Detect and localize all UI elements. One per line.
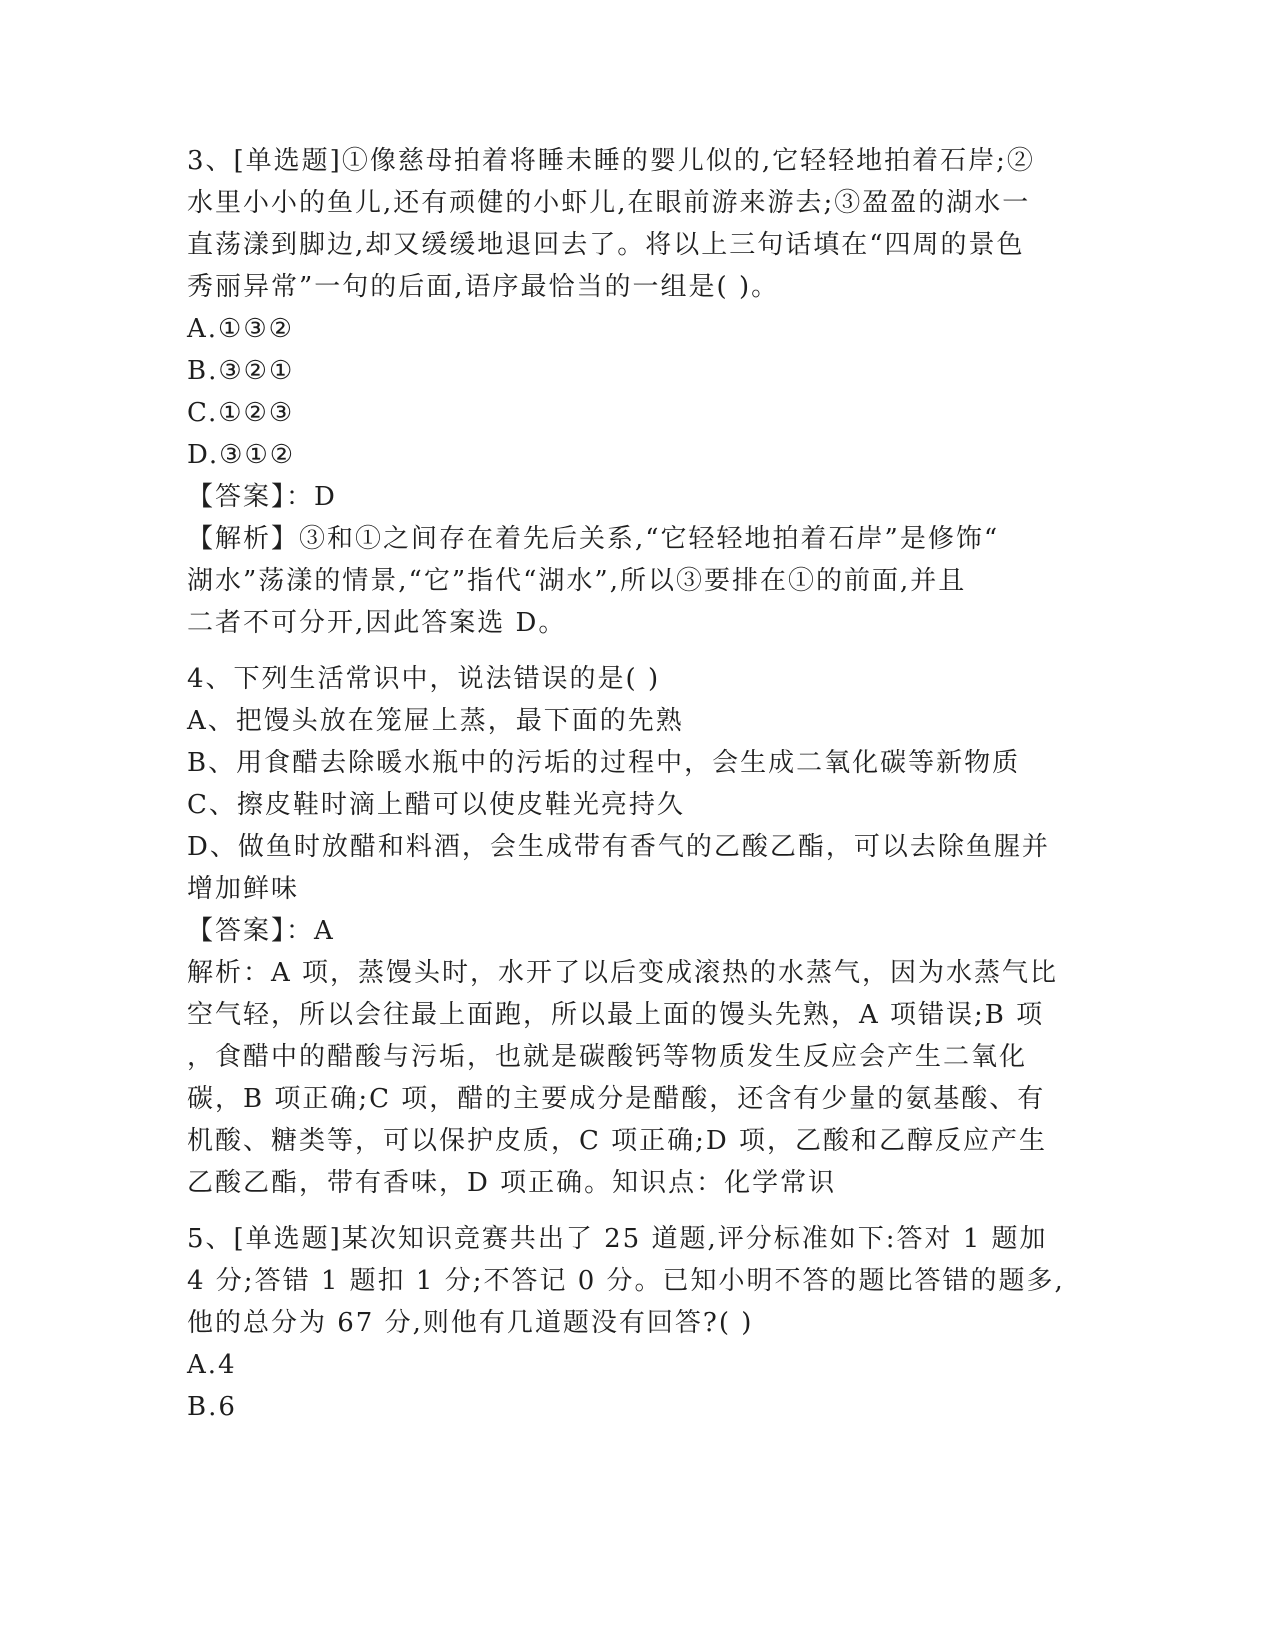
question-3-answer: 【答案】：D bbox=[187, 482, 337, 512]
question-3-stem-line: 3、[单选题]①像慈母拍着将睡未睡的婴儿似的,它轻轻地拍着石岸;② bbox=[187, 146, 1035, 176]
question-3-stem-line: 水里小小的鱼儿,还有顽健的小虾儿,在眼前游来游去;③盈盈的湖水一 bbox=[187, 188, 1031, 218]
question-4-analysis-line: 解析：A 项，蒸馒头时，水开了以后变成滚热的水蒸气，因为水蒸气比 bbox=[187, 958, 1059, 988]
question-4-analysis-line: 空气轻，所以会往最上面跑，所以最上面的馒头先熟，A 项错误;B 项 bbox=[187, 1000, 1045, 1030]
question-5-stem-line: 他的总分为 67 分,则他有几道题没有回答?( ) bbox=[187, 1308, 754, 1338]
question-3-stem-line: 直荡漾到脚边,却又缓缓地退回去了。将以上三句话填在“四周的景色 bbox=[187, 230, 1025, 260]
question-3-analysis-line: 【解析】③和①之间存在着先后关系,“它轻轻地拍着石岸”是修饰“ bbox=[187, 524, 1000, 554]
question-4-option-b: B、用食醋去除暖水瓶中的污垢的过程中，会生成二氧化碳等新物质 bbox=[187, 748, 1021, 778]
question-5-stem-line: 5、[单选题]某次知识竞赛共出了 25 道题,评分标准如下:答对 1 题加 bbox=[187, 1224, 1048, 1254]
question-3-stem-line: 秀丽异常”一句的后面,语序最恰当的一组是( )。 bbox=[187, 272, 780, 302]
question-5-option-a: A.4 bbox=[187, 1350, 237, 1380]
question-4-stem-line: 4、下列生活常识中，说法错误的是( ) bbox=[187, 664, 661, 694]
question-4-option-d-continued: 增加鲜味 bbox=[187, 874, 300, 904]
question-4-analysis-line: 机酸、糖类等，可以保护皮质，C 项正确;D 项，乙酸和乙醇反应产生 bbox=[187, 1126, 1048, 1156]
question-4-option-a: A、把馒头放在笼屉上蒸，最下面的先熟 bbox=[187, 706, 684, 736]
question-4-option-c: C、擦皮鞋时滴上醋可以使皮鞋光亮持久 bbox=[187, 790, 685, 820]
question-3-option-a: A.①③② bbox=[187, 314, 294, 344]
question-5-stem-line: 4 分;答错 1 题扣 1 分;不答记 0 分。已知小明不答的题比答错的题多, bbox=[187, 1266, 1065, 1296]
question-5-option-b: B.6 bbox=[187, 1392, 237, 1422]
question-4-option-d: D、做鱼时放醋和料酒，会生成带有香气的乙酸乙酯，可以去除鱼腥并 bbox=[187, 832, 1050, 862]
question-4-analysis-line: ，食醋中的醋酸与污垢，也就是碳酸钙等物质发生反应会产生二氧化 bbox=[187, 1042, 1028, 1072]
question-3-analysis-line: 湖水”荡漾的情景,“它”指代“湖水”,所以③要排在①的前面,并且 bbox=[187, 566, 967, 596]
question-4-answer: 【答案】：A bbox=[187, 916, 335, 946]
question-3-option-c: C.①②③ bbox=[187, 398, 295, 428]
question-3-analysis-line: 二者不可分开,因此答案选 D。 bbox=[187, 608, 567, 638]
question-4-analysis-line: 乙酸乙酯，带有香味，D 项正确。知识点：化学常识 bbox=[187, 1168, 837, 1198]
question-3-option-b: B.③②① bbox=[187, 356, 295, 386]
question-3-option-d: D.③①② bbox=[187, 440, 296, 470]
question-4-analysis-line: 碳，B 项正确;C 项，醋的主要成分是醋酸，还含有少量的氨基酸、有 bbox=[187, 1084, 1046, 1114]
